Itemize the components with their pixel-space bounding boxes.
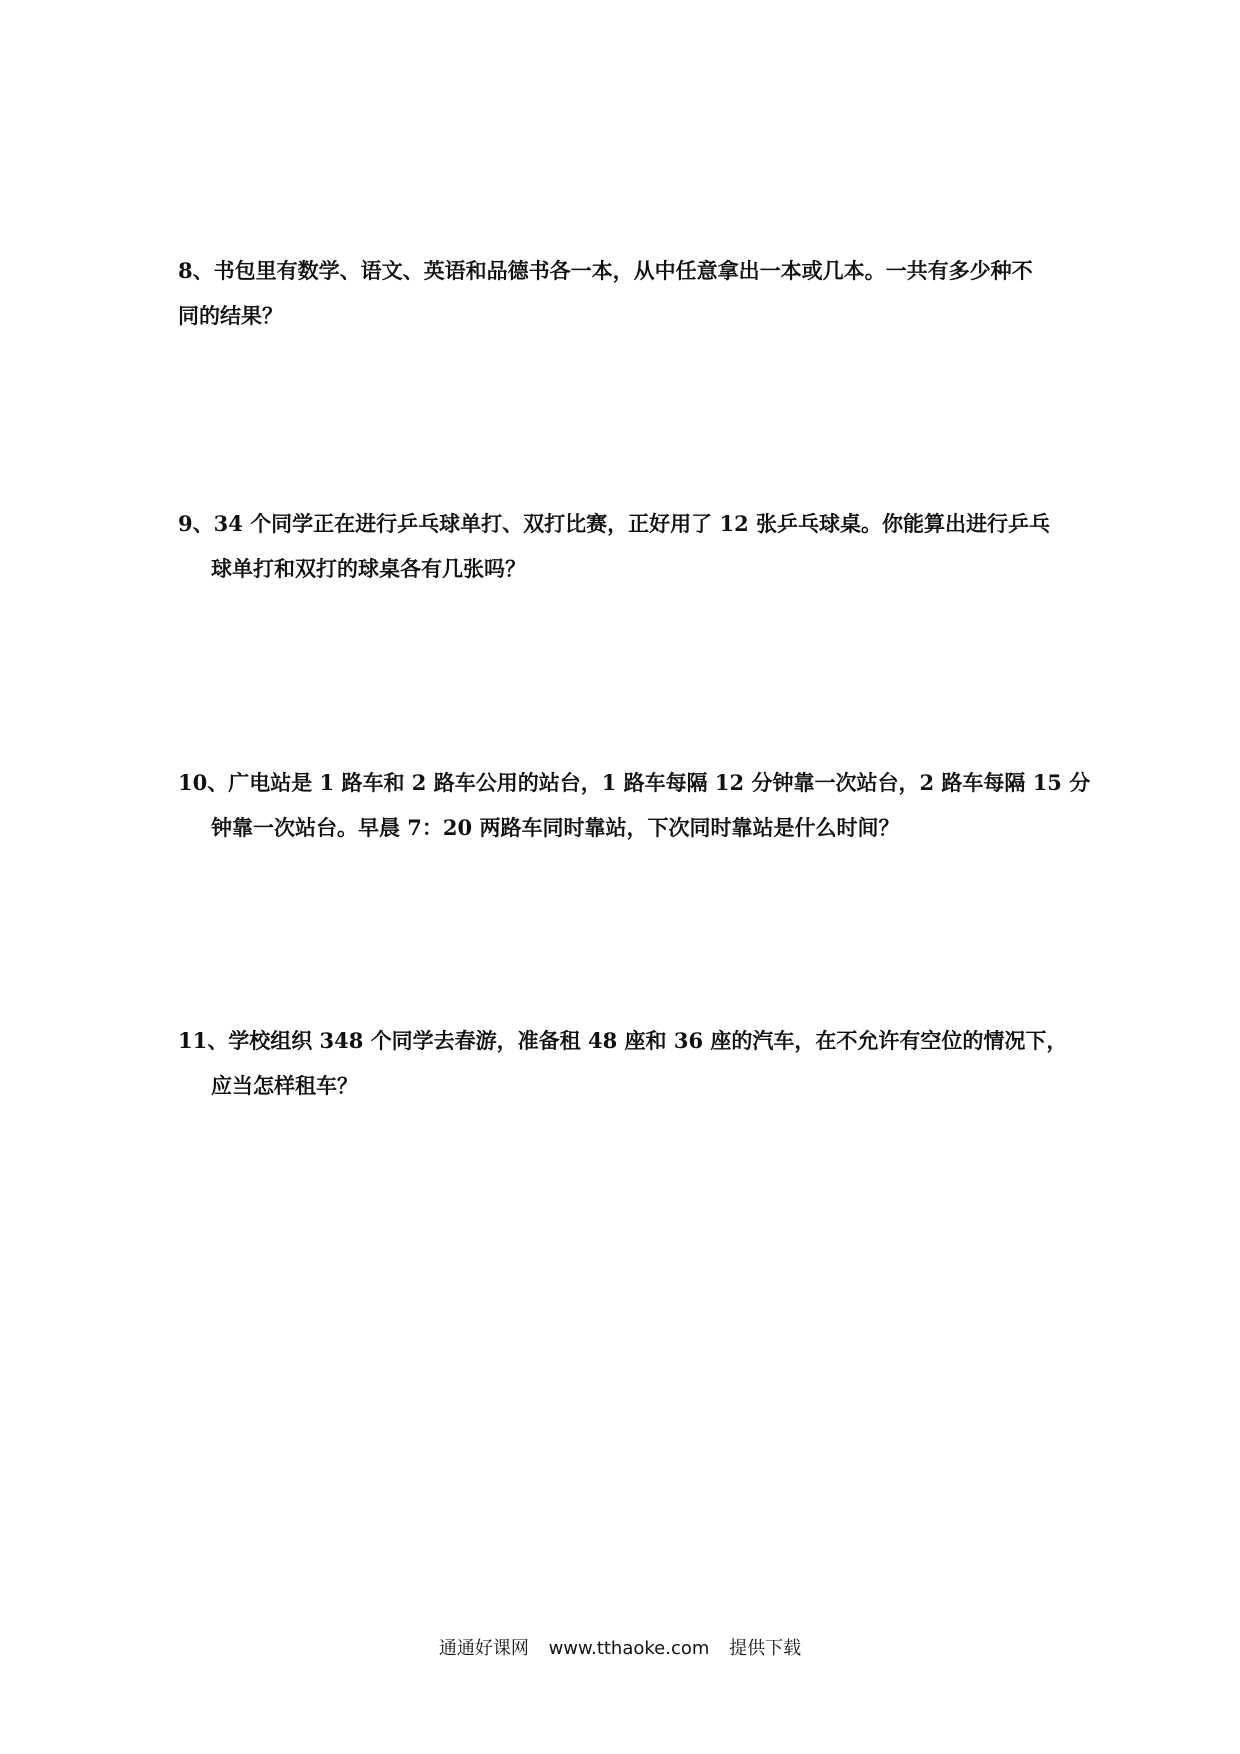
question-9-line-1: 9、34 个同学正在进行乒乓球单打、双打比赛，正好用了 12 张乒乓球桌。你能算出进行乒乓 xyxy=(178,511,1050,536)
question-11-line-1: 11、学校组织 348 个同学去春游，准备租 48 座和 36 座的汽车，在不允许有空位的情况下， xyxy=(178,1028,1068,1053)
footer-url[interactable]: www.tthaoke.com xyxy=(548,1638,710,1659)
question-11 xyxy=(178,1018,1078,1108)
footer-note: 提供下载 xyxy=(729,1638,802,1659)
question-11-line-2: 应当怎样租车？ xyxy=(211,1073,358,1098)
question-10-line-1: 10、广电站是 1 路车和 2 路车公用的站台，1 路车每隔 12 分钟靠一次站台，2 路车每隔 15 分 xyxy=(178,770,1091,795)
footer-site-name: 通通好课网 xyxy=(438,1638,529,1659)
question-8-line-2: 同的结果？ xyxy=(178,303,283,328)
question-8-line-1: 8、书包里有数学、语文、英语和品德书各一本，从中任意拿出一本或几本。一共有多少种不 xyxy=(178,258,1033,283)
question-9-line-2: 球单打和双打的球桌各有几张吗？ xyxy=(211,556,526,581)
question-10-line-2: 钟靠一次站台。早晨 7：20 两路车同时靠站，下次同时靠站是什么时间？ xyxy=(211,815,900,840)
question-10 xyxy=(178,760,1091,850)
question-8 xyxy=(178,248,1078,338)
page-footer xyxy=(0,1634,1240,1660)
question-9 xyxy=(178,501,1078,591)
